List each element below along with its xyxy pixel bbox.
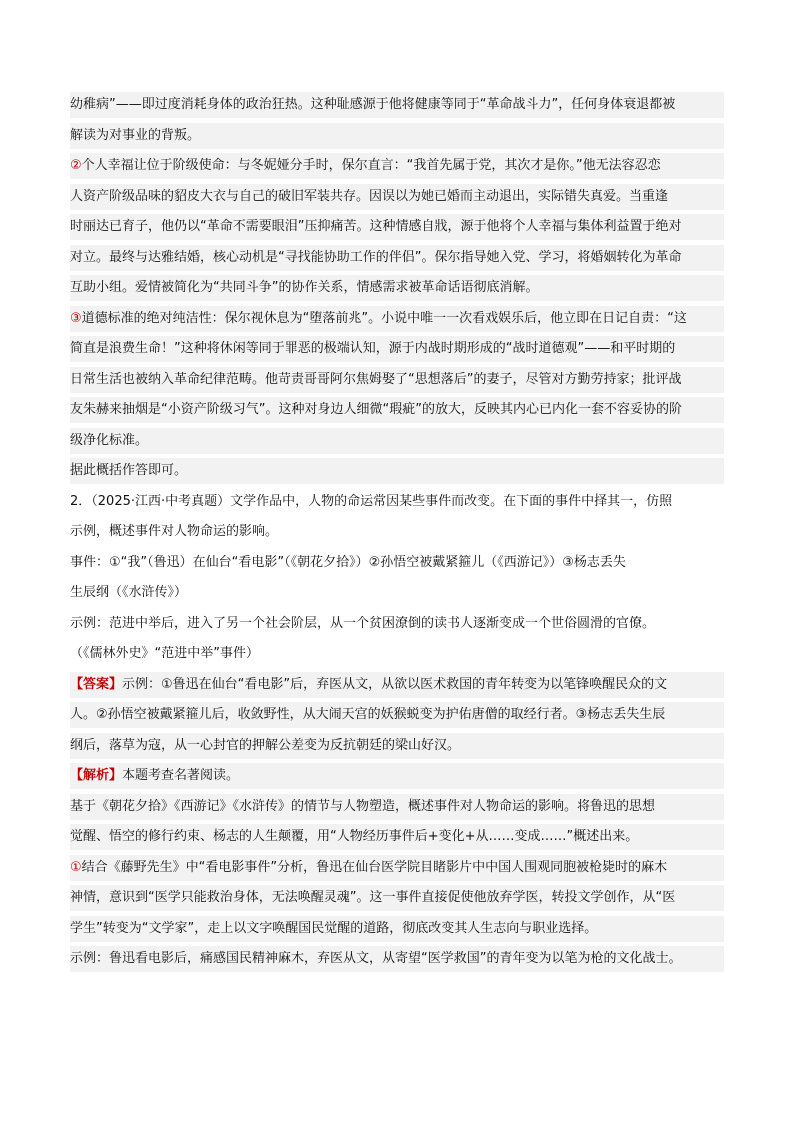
point-3-line: 友朱赫来抽烟是“小资产阶级习气”。这种对身边人细微“瑕疵”的放大，反映其内心已内化一套不容妥协的阶 xyxy=(70,397,724,423)
analysis-point-line: 神情，意识到“医学只能救治身体，无法唤醒灵魂”。这一事件直接促使他放弃学医，转投文学创作，从“医 xyxy=(70,885,724,911)
analysis-tag: 【解析】 xyxy=(70,768,123,783)
point-3-line: 级净化标准。 xyxy=(70,428,724,454)
analysis-continued-line: 幼稚病”——即过度消耗身体的政治狂热。这种耻感源于他将健康等同于“革命战斗力”，任何身体衰退都被 xyxy=(70,92,724,118)
point-3-line: ③道德标准的绝对纯洁性：保尔视休息为“堕落前兆”。小说中唯一一次看戏娱乐后，他立即在日记自责：“这 xyxy=(70,306,724,332)
circled-number-2: ② xyxy=(70,158,82,173)
question-2-line: 示例，概述事件对人物命运的影响。 xyxy=(70,524,279,539)
question-2-line: 生辰纲（《水浒传》） xyxy=(70,585,188,600)
question-2-line: （《儒林外史》“范进中举”事件） xyxy=(70,646,259,661)
analysis-line: 基于《朝花夕拾》《西游记》《水浒传》的情节与人物塑造，概述事件对人物命运的影响。将鲁迅的思想 xyxy=(70,794,724,820)
point-2-line: ②个人幸福让位于阶级使命：与冬妮娅分手时，保尔直言：“我首先属于党，其次才是你。”他无法容忍恋 xyxy=(70,153,724,179)
answer-line: 纲后，落草为寇，从一心封官的押解公差变为反抗朝廷的梁山好汉。 xyxy=(70,733,724,759)
question-2-line: 事件：①“我”（鲁迅）在仙台“看电影”（《朝花夕拾》）②孙悟空被戴紧箍儿（《西游记》）③杨志丢失 xyxy=(70,554,626,570)
point-2-line: 对立。最终与达雅结婚，核心动机是“寻找能协助工作的伴侣”。保尔指导她入党、学习，将婚姻转化为革命 xyxy=(70,245,724,271)
analysis-point-line: ①结合《藤野先生》中“看电影事件”分析，鲁迅在仙台医学院目睹影片中中国人围观同胞被枪毙时的麻木 xyxy=(70,855,724,881)
question-2-line: 2．（2025·江西·中考真题）文学作品中，人物的命运常因某些事件而改变。在下面的事件中择其一，仿照 xyxy=(70,493,673,509)
summary-line: 据此概括作答即可。 xyxy=(70,458,724,484)
point-3-line: 日常生活也被纳入革命纪律范畴。他苛责哥哥阿尔焦姆娶了“思想落后”的妻子，尽管对方勤劳持家；批评战 xyxy=(70,367,724,393)
circled-number-3: ③ xyxy=(70,310,82,326)
point-2-line: 时丽达已育子，他仍以“革命不需要眼泪”压抑痛苦。这种情感自戕，源于他将个人幸福与集体利益置于绝对 xyxy=(70,214,724,240)
point-3-line: 简直是浪费生命！”这种将休闲等同于罪恶的极端认知，源于内战时期形成的“战时道德观”——和平时期的 xyxy=(70,336,724,362)
answer-line: 人。②孙悟空被戴紧箍儿后，收敛野性，从大闹天宫的妖猴蜕变为护佑唐僧的取经行者。③杨志丢失生辰 xyxy=(70,702,724,728)
point-2-line: 人资产阶级品味的貂皮大衣与自己的破旧军装共存。因误以为她已婚而主动退出，实际错失真爱。当重逢 xyxy=(70,184,724,210)
point-2-line: 互助小组。爱情被简化为“共同斗争”的协作关系，情感需求被革命话语彻底消解。 xyxy=(70,275,724,301)
document-page xyxy=(70,92,724,977)
answer-tag: 【答案】 xyxy=(70,676,123,692)
analysis-continued-line: 解读为对事业的背叛。 xyxy=(70,123,724,149)
analysis-line: 【解析】本题考查名著阅读。 xyxy=(70,763,724,789)
analysis-example-line: 示例：鲁迅看电影后，痛感国民精神麻木，弃医从文，从寄望“医学救国”的青年变为以笔为枪的文化战士。 xyxy=(70,946,724,972)
analysis-line: 觉醒、悟空的修行约束、杨志的人生颠覆，用“人物经历事件后+变化+从……变成……”概述出来。 xyxy=(70,824,724,850)
question-2-line: 示例：范进中举后，进入了另一个社会阶层，从一个贫困潦倒的读书人逐渐变成一个世俗圆滑的官僚。 xyxy=(70,615,656,631)
circled-number-1: ① xyxy=(70,859,82,875)
answer-line: 【答案】示例：①鲁迅在仙台“看电影”后，弃医从文，从欲以医术救国的青年转变为以笔锋唤醒民众的文 xyxy=(70,672,724,698)
analysis-point-line: 学生”转变为“文学家”，走上以文字唤醒国民觉醒的道路，彻底改变其人生志向与职业选择。 xyxy=(70,916,724,942)
